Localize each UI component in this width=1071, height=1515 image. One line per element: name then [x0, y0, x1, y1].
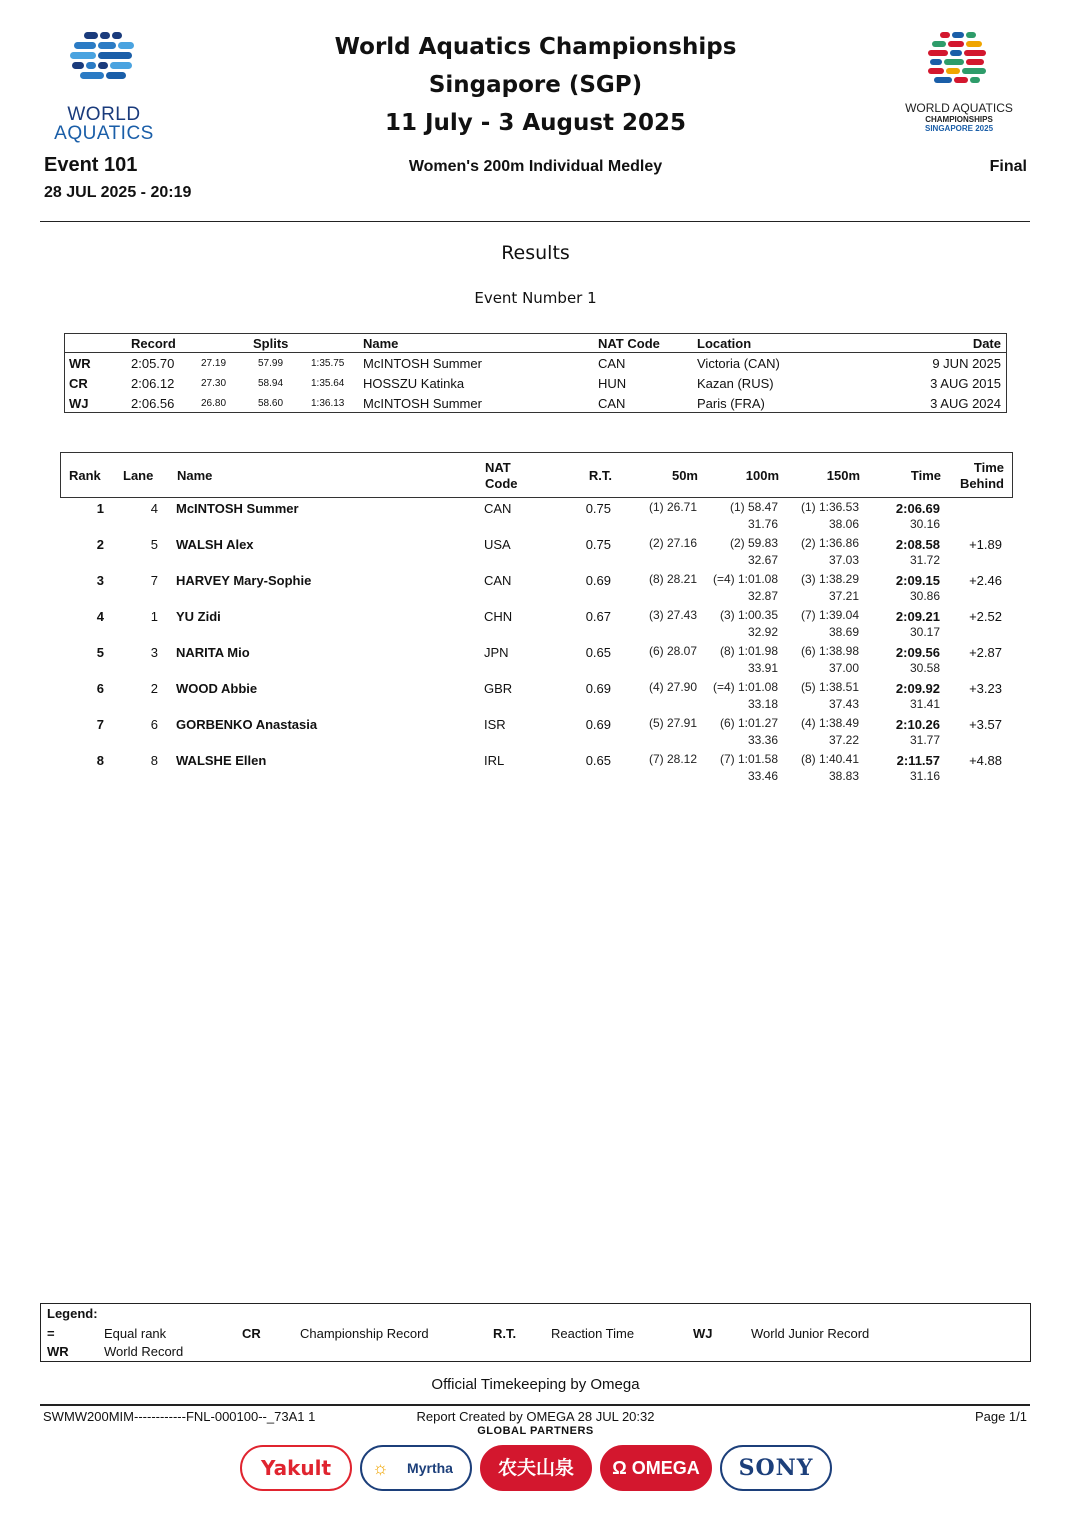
col-header-nat: NAT	[485, 460, 511, 475]
record-name: HOSSZU Katinka	[363, 376, 465, 391]
cell-lap-150: 37.03	[828, 553, 859, 567]
event-datetime: 28 JUL 2025 - 20:19	[44, 184, 192, 201]
legend-text-wr: World Record	[104, 1344, 184, 1359]
cell-behind: +1.89	[969, 537, 1002, 552]
cell-lane: 7	[150, 573, 158, 588]
cell-split-150: (7) 1:39.04	[800, 608, 859, 622]
col-header-name: Name	[177, 468, 213, 483]
cell-name: NARITA Mio	[176, 645, 250, 660]
cell-time: 2:09.21	[895, 609, 940, 624]
cell-nat: CAN	[484, 573, 512, 588]
cell-rank: 4	[96, 609, 104, 624]
page-title-line-2: Singapore (SGP)	[428, 72, 643, 98]
cell-split-50: (7) 28.12	[648, 752, 697, 766]
cell-nat: CAN	[484, 501, 512, 516]
record-time: 2:05.70	[131, 356, 175, 371]
cell-nat: GBR	[484, 681, 513, 696]
cell-behind: +4.88	[969, 753, 1002, 768]
col-header-rank: Rank	[69, 468, 101, 483]
cell-time: 2:09.15	[895, 573, 940, 588]
cell-lap-100: 32.67	[747, 553, 778, 567]
cell-lap-100: 32.87	[747, 589, 778, 603]
legend-text-wj: World Junior Record	[751, 1326, 870, 1341]
cell-rank: 1	[96, 501, 104, 516]
cell-split-100: (6) 1:01.27	[719, 716, 778, 730]
cell-lap-150: 38.06	[828, 517, 859, 531]
myrtha-sun-icon: ☼	[372, 1458, 389, 1478]
cell-nat: ISR	[484, 717, 506, 732]
event-number: Event 101	[44, 154, 138, 176]
cell-name: GORBENKO Anastasia	[176, 717, 318, 732]
cell-lap-100: 33.46	[747, 769, 778, 783]
records-header-splits: Splits	[253, 336, 289, 351]
cell-lap-150: 38.83	[828, 769, 859, 783]
cell-time: 2:09.92	[895, 681, 940, 696]
partner-logo-myrtha: ☼ Myrtha	[360, 1445, 472, 1491]
records-header-name: Name	[363, 336, 399, 351]
cell-split-100: (=4) 1:01.08	[712, 680, 778, 694]
col-header-time: Time	[910, 468, 941, 483]
record-location: Kazan (RUS)	[697, 376, 774, 391]
records-table	[64, 333, 1007, 413]
cell-rt: 0.67	[585, 609, 611, 624]
page-title-line-3: 11 July - 3 August 2025	[384, 110, 687, 136]
record-nat: CAN	[598, 396, 626, 411]
cell-lap-final: 31.77	[909, 733, 940, 747]
omega-icon: Ω	[612, 1458, 632, 1478]
col-header-100m: 100m	[745, 468, 779, 483]
cell-split-150: (3) 1:38.29	[800, 572, 859, 586]
event-name: Women's 200m Individual Medley	[408, 158, 663, 175]
cell-lap-100: 33.18	[747, 697, 778, 711]
cell-split-150: (8) 1:40.41	[800, 752, 859, 766]
table-row	[60, 608, 1012, 644]
legend-title: Legend:	[47, 1306, 98, 1321]
cell-name: McINTOSH Summer	[176, 501, 299, 516]
col-header-lane: Lane	[123, 468, 154, 483]
record-nat: HUN	[598, 376, 627, 391]
cell-lap-150: 38.69	[828, 625, 859, 639]
cell-time: 2:11.57	[896, 753, 940, 768]
champ-logo-text-1: WORLD AQUATICS	[905, 101, 1013, 115]
champ-logo-text-3: SINGAPORE 2025	[924, 124, 994, 133]
report-created: Report Created by OMEGA 28 JUL 20:32	[416, 1409, 655, 1424]
cell-time: 2:08.58	[895, 537, 940, 552]
championships-logo-mark	[888, 28, 1030, 90]
cell-split-150: (5) 1:38.51	[800, 680, 859, 694]
header-divider	[40, 221, 1030, 222]
col-header-50m: 50m	[671, 468, 698, 483]
timekeeping-note: Official Timekeeping by Omega	[431, 1376, 640, 1393]
cell-split-150: (1) 1:36.53	[800, 500, 859, 514]
cell-lap-150: 37.22	[828, 733, 859, 747]
cell-rank: 5	[96, 645, 104, 660]
cell-split-100: (8) 1:01.98	[719, 644, 778, 658]
cell-lap-final: 30.17	[909, 625, 940, 639]
event-number-label: Event Number 1	[474, 289, 597, 307]
record-type: WR	[69, 356, 91, 371]
cell-nat: JPN	[484, 645, 509, 660]
cell-lap-final: 31.41	[909, 697, 940, 711]
cell-behind: +3.57	[969, 717, 1002, 732]
legend-text-rt: Reaction Time	[551, 1326, 635, 1341]
record-split-1: 27.19	[201, 358, 227, 369]
legend-text-equal: Equal rank	[104, 1326, 167, 1341]
records-header-date: Date	[972, 336, 1001, 351]
record-split-3: 1:36.13	[311, 398, 345, 409]
cell-split-50: (2) 27.16	[648, 536, 697, 550]
cell-split-100: (3) 1:00.35	[719, 608, 778, 622]
cell-lap-150: 37.21	[828, 589, 859, 603]
cell-split-150: (6) 1:38.98	[800, 644, 859, 658]
cell-split-50: (8) 28.21	[648, 572, 697, 586]
record-row-wr	[65, 353, 1006, 373]
cell-time: 2:09.56	[895, 645, 940, 660]
legend-code-equal: =	[47, 1326, 55, 1341]
cell-split-50: (1) 26.71	[648, 500, 697, 514]
cell-name: WALSHE Ellen	[176, 753, 267, 768]
cell-nat: CHN	[484, 609, 513, 624]
table-row	[60, 680, 1012, 716]
cell-split-100: (1) 58.47	[729, 500, 778, 514]
record-split-1: 27.30	[201, 378, 227, 389]
cell-lap-100: 31.76	[747, 517, 778, 531]
cell-lap-final: 30.16	[909, 517, 940, 531]
page-title-line-1: World Aquatics Championships	[334, 34, 737, 60]
cell-behind: +2.46	[969, 573, 1002, 588]
cell-rt: 0.69	[585, 681, 611, 696]
col-header-150m: 150m	[826, 468, 860, 483]
results-title: Results	[501, 242, 570, 264]
cell-name: WALSH Alex	[176, 537, 254, 552]
record-nat: CAN	[598, 356, 626, 371]
logo-aquatics-text: AQUATICS	[54, 123, 154, 144]
cell-split-50: (3) 27.43	[648, 608, 697, 622]
cell-lap-100: 32.92	[747, 625, 778, 639]
cell-lap-150: 37.00	[828, 661, 859, 675]
table-row	[60, 572, 1012, 608]
record-name: McINTOSH Summer	[363, 396, 482, 411]
cell-rt: 0.69	[585, 573, 611, 588]
partner-logo-yakult: Yakult	[240, 1445, 352, 1491]
col-header-code: Code	[485, 476, 518, 491]
cell-rt: 0.65	[585, 645, 611, 660]
cell-lap-150: 37.43	[828, 697, 859, 711]
record-split-1: 26.80	[201, 398, 227, 409]
cell-nat: USA	[484, 537, 511, 552]
cell-name: YU Zidi	[176, 609, 221, 624]
table-row	[60, 644, 1012, 680]
cell-lane: 2	[150, 681, 158, 696]
partners-title: GLOBAL PARTNERS	[477, 1425, 594, 1437]
cell-time: 2:06.69	[895, 501, 940, 516]
cell-lap-final: 31.16	[909, 769, 940, 783]
cell-split-150: (4) 1:38.49	[800, 716, 859, 730]
record-name: McINTOSH Summer	[363, 356, 482, 371]
legend-code-rt: R.T.	[493, 1326, 517, 1341]
cell-rank: 6	[96, 681, 104, 696]
cell-nat: IRL	[484, 753, 505, 768]
cell-lap-100: 33.91	[747, 661, 778, 675]
record-row-wj	[65, 393, 1006, 413]
cell-split-50: (6) 28.07	[648, 644, 697, 658]
col-header-time-behind-2: Behind	[959, 476, 1004, 491]
cell-rt: 0.75	[585, 537, 611, 552]
table-row	[60, 716, 1012, 752]
record-date: 9 JUN 2025	[932, 356, 1001, 371]
record-split-2: 57.99	[258, 358, 284, 369]
record-row-cr	[65, 373, 1006, 393]
records-header-location: Location	[697, 336, 752, 351]
record-location: Paris (FRA)	[697, 396, 765, 411]
cell-split-50: (4) 27.90	[648, 680, 697, 694]
cell-rank: 3	[96, 573, 104, 588]
cell-split-50: (5) 27.91	[648, 716, 697, 730]
record-split-2: 58.94	[258, 378, 284, 389]
cell-rt: 0.65	[585, 753, 611, 768]
cell-lane: 5	[150, 537, 158, 552]
logo-world-text: WORLD	[67, 104, 141, 125]
cell-behind: +2.52	[969, 609, 1002, 624]
cell-lap-final: 30.58	[909, 661, 940, 675]
results-table-header	[60, 452, 1013, 498]
cell-rank: 8	[96, 753, 104, 768]
record-time: 2:06.56	[131, 396, 175, 411]
record-split-3: 1:35.64	[311, 378, 345, 389]
partner-logo-omega: Ω OMEGA	[600, 1445, 712, 1491]
record-split-2: 58.60	[258, 398, 284, 409]
table-row	[60, 752, 1012, 788]
record-type: WJ	[69, 396, 89, 411]
record-date: 3 AUG 2015	[930, 376, 1001, 391]
cell-time: 2:10.26	[895, 717, 940, 732]
col-header-rt: R.T.	[588, 468, 612, 483]
cell-rt: 0.69	[585, 717, 611, 732]
footer-divider	[40, 1404, 1030, 1406]
record-time: 2:06.12	[131, 376, 175, 391]
cell-name: HARVEY Mary-Sophie	[176, 573, 312, 588]
partner-logo-nongfu: 农夫山泉	[480, 1445, 592, 1491]
records-header-record: Record	[131, 336, 176, 351]
records-header-nat: NAT Code	[598, 336, 660, 351]
record-split-3: 1:35.75	[311, 358, 345, 369]
cell-lap-final: 30.86	[909, 589, 940, 603]
cell-rt: 0.75	[585, 501, 611, 516]
cell-split-100: (7) 1:01.58	[719, 752, 778, 766]
col-header-time-behind-1: Time	[973, 460, 1004, 475]
event-phase: Final	[989, 158, 1027, 175]
record-location: Victoria (CAN)	[697, 356, 780, 371]
cell-rank: 7	[96, 717, 104, 732]
report-code: SWMW200MIM------------FNL-000100--_73A1 1	[43, 1409, 316, 1424]
legend-text-cr: Championship Record	[300, 1326, 429, 1341]
cell-lap-100: 33.36	[747, 733, 778, 747]
record-date: 3 AUG 2024	[930, 396, 1001, 411]
cell-lane: 3	[150, 645, 158, 660]
cell-split-100: (2) 59.83	[729, 536, 778, 550]
partner-logo-sony: SONY	[720, 1445, 832, 1491]
table-row	[60, 536, 1012, 572]
cell-rank: 2	[96, 537, 104, 552]
cell-lane: 8	[150, 753, 158, 768]
cell-name: WOOD Abbie	[176, 681, 258, 696]
cell-lane: 4	[150, 501, 158, 516]
cell-lap-final: 31.72	[909, 553, 940, 567]
cell-lane: 1	[150, 609, 158, 624]
legend-code-wr: WR	[47, 1344, 69, 1359]
cell-split-100: (=4) 1:01.08	[712, 572, 778, 586]
cell-behind: +3.23	[969, 681, 1002, 696]
legend-box	[40, 1303, 1031, 1362]
record-type: CR	[69, 376, 88, 391]
cell-behind: +2.87	[969, 645, 1002, 660]
legend-code-wj: WJ	[693, 1326, 713, 1341]
legend-code-cr: CR	[242, 1326, 261, 1341]
cell-split-150: (2) 1:36.86	[800, 536, 859, 550]
champ-logo-text-2: CHAMPIONSHIPS	[925, 115, 993, 124]
championships-logo	[888, 28, 1030, 138]
table-row	[60, 500, 1012, 536]
cell-lane: 6	[150, 717, 158, 732]
page-number: Page 1/1	[974, 1409, 1027, 1424]
